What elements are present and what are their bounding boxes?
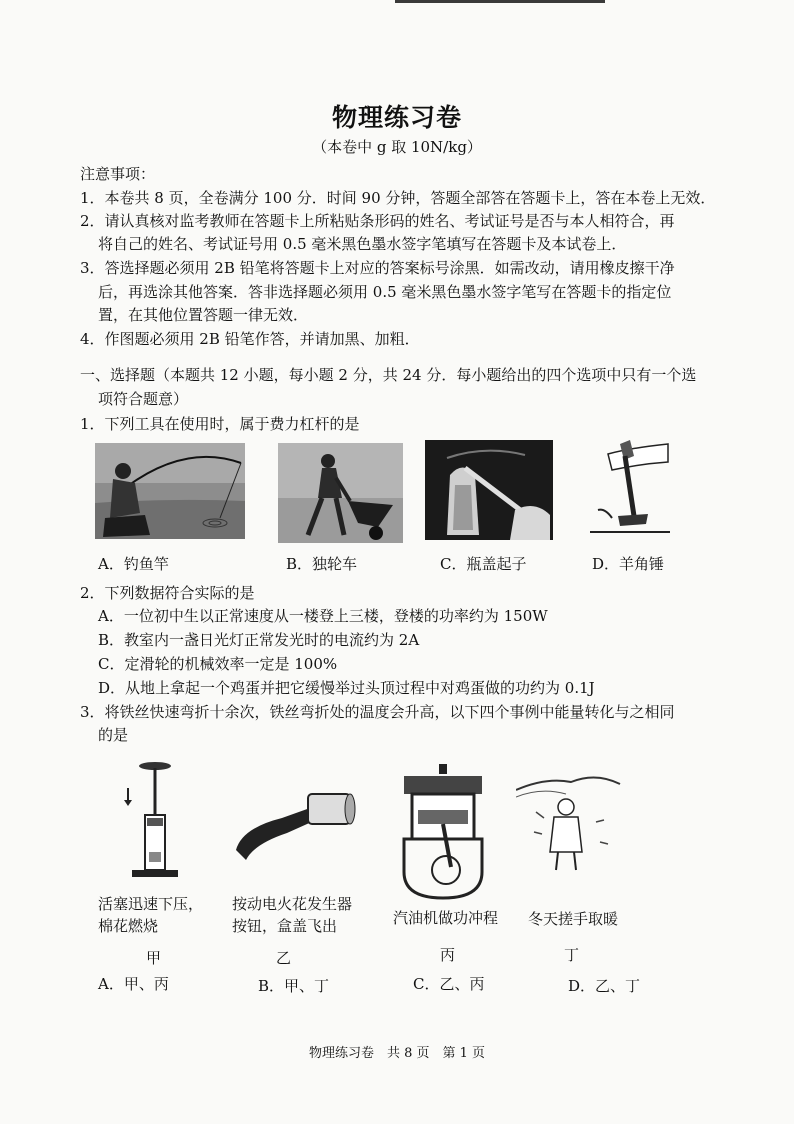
note-2-line-2: 将自己的姓名、考试证号用 0.5 毫米黑色墨水签字笔填写在答题卡及本试卷上． xyxy=(98,235,627,253)
piston-compression-figure xyxy=(118,760,188,885)
wheelbarrow-figure xyxy=(278,443,403,543)
q3-option-d: D．乙、丁 xyxy=(568,977,641,995)
claw-hammer-figure xyxy=(590,436,670,540)
q1-option-c: C．瓶盖起子 xyxy=(440,555,527,573)
q1-option-d: D．羊角锤 xyxy=(592,555,665,573)
q3-option-b: B．甲、丁 xyxy=(258,977,330,995)
page-footer: 物理练习卷 共 8 页 第 1 页 xyxy=(308,1046,486,1061)
figure-yi-caption-line-1: 按动电火花发生器 xyxy=(232,895,353,913)
question-3-stem-line-2: 的是 xyxy=(98,726,129,744)
fishing-rod-figure xyxy=(95,443,245,539)
note-2-line-1: 2．请认真核对监考教师在答题卡上所粘贴条形码的姓名、考试证号是否与本人相符合，再 xyxy=(80,212,675,230)
scan-edge-line xyxy=(395,0,605,3)
figure-jia-caption-line-1: 活塞迅速下压， xyxy=(98,895,204,913)
q2-option-c: C．定滑轮的机械效率一定是 100% xyxy=(98,655,338,673)
figure-bing-label: 丙 xyxy=(440,946,456,964)
page-subtitle: （本卷中 g 取 10N/kg） xyxy=(312,138,482,156)
figure-yi-label: 乙 xyxy=(276,949,292,967)
note-3-line-2: 后，再选涂其他答案．答非选择题必须用 0.5 毫米黑色墨水签字笔写在答题卡的指定位 xyxy=(98,283,672,301)
figure-bing-caption: 汽油机做功冲程 xyxy=(393,909,499,927)
rubbing-hands-figure xyxy=(516,772,621,872)
q2-option-d: D．从地上拿起一个鸡蛋并把它缓慢举过头顶过程中对鸡蛋做的功约为 0.1J xyxy=(98,679,595,697)
q3-option-c: C．乙、丙 xyxy=(413,975,485,993)
note-3-line-1: 3．答选择题必须用 2B 铅笔将答题卡上对应的答案标号涂黑．如需改动，请用橡皮擦干净 xyxy=(80,259,675,277)
bottle-opener-figure xyxy=(425,440,553,540)
section-heading-line-2: 项符合题意） xyxy=(98,390,189,408)
q1-option-b: B．独轮车 xyxy=(286,555,358,573)
note-3-line-3: 置，在其他位置答题一律无效． xyxy=(98,306,309,324)
q1-option-a: A．钓鱼竿 xyxy=(98,555,169,573)
question-1-stem: 1．下列工具在使用时，属于费力杠杆的是 xyxy=(80,415,360,433)
q2-option-b: B．教室内一盏日光灯正常发光时的电流约为 2A xyxy=(98,631,420,649)
figure-yi-caption-line-2: 按钮，盒盖飞出 xyxy=(232,917,338,935)
section-heading-line-1: 一、选择题（本题共 12 小题，每小题 2 分，共 24 分．每小题给出的四个选项中只有一个选 xyxy=(80,366,697,384)
spark-generator-figure xyxy=(232,778,357,863)
page-title: 物理练习卷 xyxy=(331,103,462,132)
q2-option-a: A．一位初中生以正常速度从一楼登上三楼，登楼的功率约为 150W xyxy=(98,607,548,625)
question-3-stem-line-1: 3．将铁丝快速弯折十余次，铁丝弯折处的温度会升高，以下四个事例中能量转化与之相同 xyxy=(80,703,675,721)
question-2-stem: 2．下列数据符合实际的是 xyxy=(80,584,255,602)
q3-option-a: A．甲、丙 xyxy=(98,975,169,993)
gasoline-engine-figure xyxy=(396,762,491,902)
notes-heading: 注意事项： xyxy=(80,165,156,183)
figure-ding-label: 丁 xyxy=(564,946,580,964)
note-4: 4．作图题必须用 2B 铅笔作答，并请加黑、加粗． xyxy=(80,330,420,348)
note-1: 1．本卷共 8 页，全卷满分 100 分．时间 90 分钟，答题全部答在答题卡上，答在本卷上无效． xyxy=(80,189,716,207)
figure-jia-caption-line-2: 棉花燃烧 xyxy=(98,917,159,935)
figure-jia-label: 甲 xyxy=(146,949,162,967)
figure-ding-caption: 冬天搓手取暖 xyxy=(528,910,619,928)
